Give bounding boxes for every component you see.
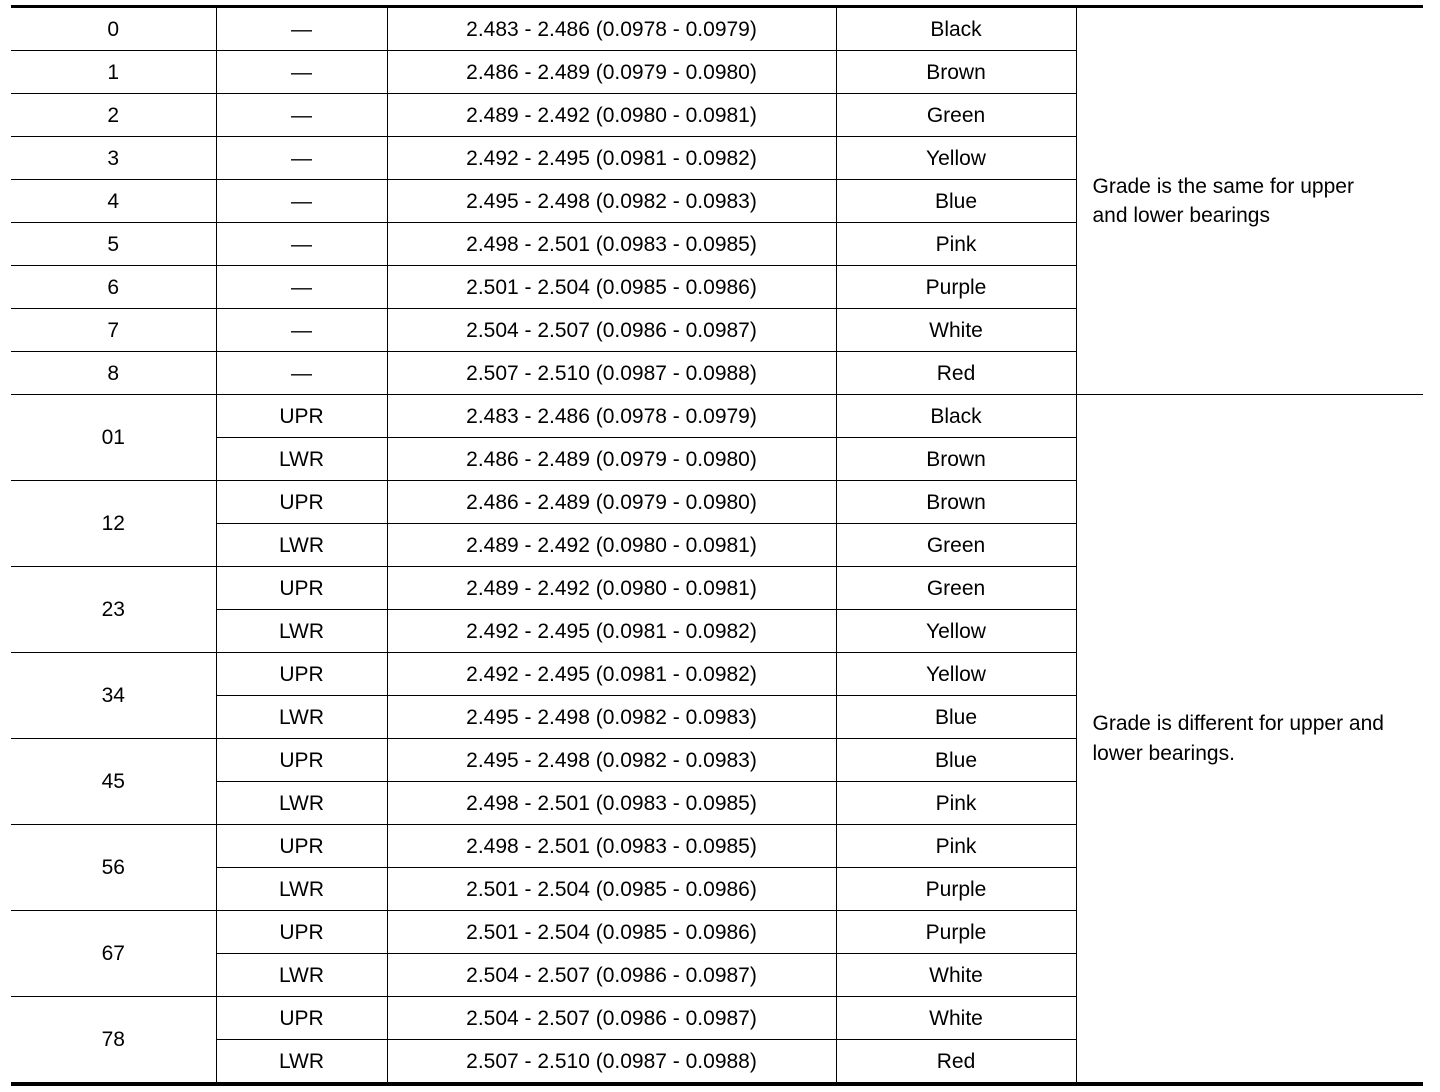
diff-grade-note-line2: lower bearings. — [1092, 741, 1235, 765]
color-cell: Purple — [836, 911, 1076, 954]
position-cell: LWR — [216, 782, 387, 825]
grade-cell: 78 — [11, 997, 216, 1085]
color-cell: Yellow — [836, 610, 1076, 653]
grade-cell: 34 — [11, 653, 216, 739]
color-cell: Red — [836, 1040, 1076, 1085]
position-cell: UPR — [216, 653, 387, 696]
position-cell: — — [216, 180, 387, 223]
color-cell: Purple — [836, 868, 1076, 911]
color-cell: Pink — [836, 223, 1076, 266]
position-cell: UPR — [216, 481, 387, 524]
thickness-range-cell: 2.483 - 2.486 (0.0978 - 0.0979) — [387, 395, 836, 438]
grade-cell: 4 — [11, 180, 216, 223]
position-cell: UPR — [216, 395, 387, 438]
position-cell: LWR — [216, 610, 387, 653]
position-cell: UPR — [216, 739, 387, 782]
thickness-range-cell: 2.501 - 2.504 (0.0985 - 0.0986) — [387, 868, 836, 911]
table-row — [11, 7, 1423, 51]
thickness-range-cell: 2.504 - 2.507 (0.0986 - 0.0987) — [387, 997, 836, 1040]
color-cell: Brown — [836, 481, 1076, 524]
color-cell: Green — [836, 524, 1076, 567]
position-cell: LWR — [216, 868, 387, 911]
grade-cell: 1 — [11, 51, 216, 94]
grade-cell: 3 — [11, 137, 216, 180]
thickness-range-cell: 2.489 - 2.492 (0.0980 - 0.0981) — [387, 524, 836, 567]
thickness-range-cell: 2.489 - 2.492 (0.0980 - 0.0981) — [387, 94, 836, 137]
position-cell: LWR — [216, 524, 387, 567]
grade-cell: 5 — [11, 223, 216, 266]
position-cell: UPR — [216, 567, 387, 610]
thickness-range-cell: 2.486 - 2.489 (0.0979 - 0.0980) — [387, 481, 836, 524]
table-row — [11, 395, 1423, 438]
position-cell: — — [216, 352, 387, 395]
thickness-range-cell: 2.498 - 2.501 (0.0983 - 0.0985) — [387, 223, 836, 266]
position-cell: — — [216, 309, 387, 352]
thickness-range-cell: 2.486 - 2.489 (0.0979 - 0.0980) — [387, 51, 836, 94]
grade-cell: 67 — [11, 911, 216, 997]
position-cell: UPR — [216, 911, 387, 954]
thickness-range-cell: 2.507 - 2.510 (0.0987 - 0.0988) — [387, 352, 836, 395]
position-cell: — — [216, 137, 387, 180]
color-cell: Black — [836, 7, 1076, 51]
thickness-range-cell: 2.495 - 2.498 (0.0982 - 0.0983) — [387, 180, 836, 223]
position-cell: — — [216, 94, 387, 137]
position-cell: UPR — [216, 825, 387, 868]
same-grade-note-line2: and lower bearings — [1092, 204, 1270, 227]
color-cell: Green — [836, 94, 1076, 137]
grade-cell: 01 — [11, 395, 216, 481]
position-cell: — — [216, 51, 387, 94]
color-cell: Brown — [836, 51, 1076, 94]
diff-grade-note-line1: Grade is different for upper and — [1092, 712, 1384, 736]
grade-cell: 56 — [11, 825, 216, 911]
color-cell: Blue — [836, 180, 1076, 223]
grade-cell: 0 — [11, 7, 216, 51]
grade-cell: 2 — [11, 94, 216, 137]
position-cell: LWR — [216, 954, 387, 997]
grade-cell: 6 — [11, 266, 216, 309]
thickness-range-cell: 2.498 - 2.501 (0.0983 - 0.0985) — [387, 782, 836, 825]
position-cell: LWR — [216, 696, 387, 739]
thickness-range-cell: 2.492 - 2.495 (0.0981 - 0.0982) — [387, 610, 836, 653]
position-cell: LWR — [216, 438, 387, 481]
thickness-range-cell: 2.501 - 2.504 (0.0985 - 0.0986) — [387, 266, 836, 309]
same-grade-note-line1: Grade is the same for upper — [1092, 174, 1354, 198]
thickness-range-cell: 2.495 - 2.498 (0.0982 - 0.0983) — [387, 739, 836, 782]
position-cell: — — [216, 223, 387, 266]
color-cell: Black — [836, 395, 1076, 438]
thickness-range-cell: 2.486 - 2.489 (0.0979 - 0.0980) — [387, 438, 836, 481]
thickness-range-cell: 2.504 - 2.507 (0.0986 - 0.0987) — [387, 309, 836, 352]
thickness-range-cell: 2.492 - 2.495 (0.0981 - 0.0982) — [387, 137, 836, 180]
color-cell: Blue — [836, 696, 1076, 739]
color-cell: Pink — [836, 825, 1076, 868]
same-grade-note — [1076, 7, 1423, 395]
grade-cell: 45 — [11, 739, 216, 825]
thickness-range-cell: 2.483 - 2.486 (0.0978 - 0.0979) — [387, 7, 836, 51]
color-cell: Blue — [836, 739, 1076, 782]
position-cell: — — [216, 7, 387, 51]
grade-cell: 8 — [11, 352, 216, 395]
thickness-range-cell: 2.507 - 2.510 (0.0987 - 0.0988) — [387, 1040, 836, 1085]
thickness-range-cell: 2.504 - 2.507 (0.0986 - 0.0987) — [387, 954, 836, 997]
position-cell: UPR — [216, 997, 387, 1040]
color-cell: Purple — [836, 266, 1076, 309]
diff-grade-note — [1076, 395, 1423, 1085]
grade-cell: 23 — [11, 567, 216, 653]
color-cell: White — [836, 954, 1076, 997]
thickness-range-cell: 2.501 - 2.504 (0.0985 - 0.0986) — [387, 911, 836, 954]
color-cell: Brown — [836, 438, 1076, 481]
thickness-range-cell: 2.498 - 2.501 (0.0983 - 0.0985) — [387, 825, 836, 868]
color-cell: White — [836, 997, 1076, 1040]
grade-cell: 12 — [11, 481, 216, 567]
bearing-grade-table — [11, 5, 1423, 1086]
color-cell: Pink — [836, 782, 1076, 825]
color-cell: Yellow — [836, 137, 1076, 180]
position-cell: LWR — [216, 1040, 387, 1085]
position-cell: — — [216, 266, 387, 309]
thickness-range-cell: 2.492 - 2.495 (0.0981 - 0.0982) — [387, 653, 836, 696]
color-cell: Green — [836, 567, 1076, 610]
thickness-range-cell: 2.495 - 2.498 (0.0982 - 0.0983) — [387, 696, 836, 739]
color-cell: White — [836, 309, 1076, 352]
grade-cell: 7 — [11, 309, 216, 352]
thickness-range-cell: 2.489 - 2.492 (0.0980 - 0.0981) — [387, 567, 836, 610]
color-cell: Yellow — [836, 653, 1076, 696]
color-cell: Red — [836, 352, 1076, 395]
